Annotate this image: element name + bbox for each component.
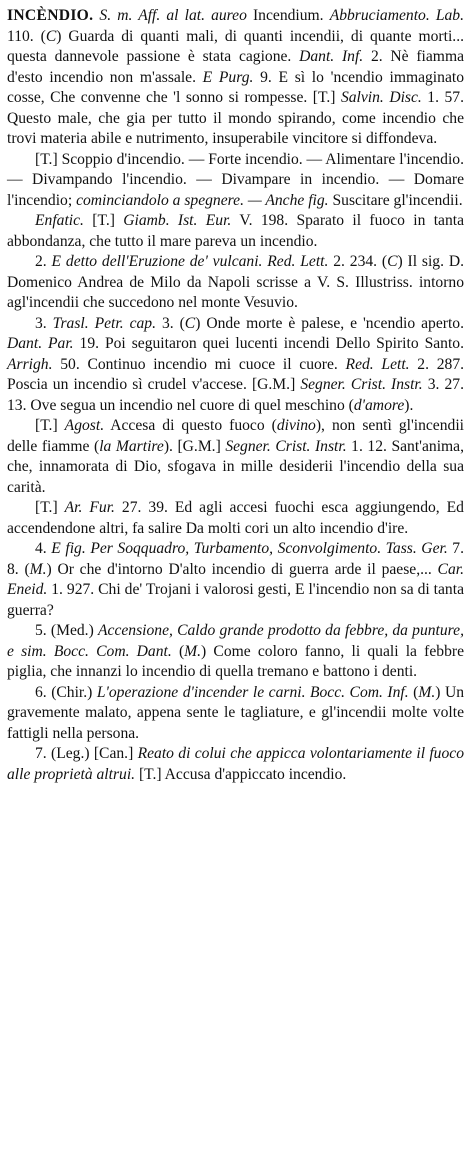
entry-sense-paragraph bbox=[7, 252, 464, 314]
italic-text-run: Abbruciamento. Lab. bbox=[329, 7, 464, 24]
italic-text-run: L'operazione d'incender le carni. Bocc. Com. Inf. bbox=[96, 683, 409, 701]
text-run: [T.] bbox=[35, 417, 65, 434]
italic-text-run: Segner. Crist. Instr. bbox=[300, 376, 423, 393]
italic-text-run: Ar. Fur. bbox=[64, 499, 115, 516]
italic-text-run: S. m. Aff. al lat. aureo bbox=[99, 7, 247, 24]
italic-text-run: C bbox=[45, 27, 57, 45]
text-run: [T.] Scoppio d'incendio. — Forte incendio. — Alimentare l'incendio. — Divampando l'incendio. — Divampare in incendio. — Domare l'incendio; bbox=[7, 150, 464, 209]
text-run: [T.] Accusa d'appiccato incendio. bbox=[135, 765, 347, 783]
italic-text-run: C bbox=[184, 314, 196, 332]
italic-text-run: Agost. bbox=[64, 417, 105, 434]
italic-text-run: E detto dell'Eruzione de' vulcani. Red. Lett. bbox=[51, 253, 329, 270]
italic-text-run: M. bbox=[29, 560, 47, 578]
text-run: ). [G.M.] bbox=[163, 437, 226, 455]
text-run: 1. 927. Chi de' Trojani i valorosi gesti, E l'incendio non sa di tanta guerra? bbox=[7, 581, 464, 619]
entry-sense-paragraph bbox=[7, 314, 464, 417]
text-run: ). bbox=[404, 396, 414, 414]
headword: INCÈNDIO. bbox=[7, 7, 94, 24]
text-run: ) Come coloro fanno, li quali la febbre piglia, che innanzi lo incendio di quella tremano e battono i denti. bbox=[7, 642, 464, 680]
text-run: 27. 39. Ed agli accesi fuochi esca aggiungendo, Ed accendendone altri, fa salire Da molti cori un alto incendio d'ire. bbox=[7, 499, 464, 537]
text-run: 7. (Leg.) [Can.] bbox=[35, 745, 138, 762]
text-run: ), non sentì gl'incendii delle fiamme ( bbox=[7, 417, 464, 455]
text-run: [T.] bbox=[83, 212, 124, 229]
italic-text-run: Segner. Crist. Instr. bbox=[225, 437, 347, 455]
text-run: Suscitare gl'incendii. bbox=[328, 191, 463, 209]
text-run: 2. 287. Poscia un incendio sì crudel v'accese. [G.M.] bbox=[7, 355, 465, 393]
text-run: 3. bbox=[35, 314, 53, 332]
italic-text-run: Reato di colui che appicca volontariamente il fuoco alle proprietà altrui. bbox=[7, 745, 464, 783]
text-run: 1. 57. Questo male, che gia per tutto il mondo spirando, come incendio che trovi materia abile e nutrimento, insuperabile vincitore si diffondeva. bbox=[7, 89, 464, 147]
entry-sense-paragraph bbox=[7, 211, 464, 252]
italic-text-run: Trasl. Petr. cap. bbox=[52, 314, 156, 332]
text-run: ) Onde morte è palese, e 'ncendio aperto. bbox=[195, 314, 464, 332]
text-run: 9. E sì lo 'ncendio immaginato cosse, Che convenne che 'l sonno si rompesse. [T.] bbox=[7, 68, 464, 106]
entry-sense-paragraph bbox=[7, 744, 464, 785]
text-run: 2. Nè fiamma d'esto incendio non m'assale. bbox=[7, 48, 464, 86]
italic-text-run: Red. Lett. bbox=[345, 355, 410, 373]
text-run: Incendium. bbox=[246, 7, 330, 24]
text-run: ) Or che d'intorno D'alto incendio di guerra arde il paese,... bbox=[46, 560, 438, 578]
italic-text-run: Dant. Par. bbox=[7, 335, 74, 352]
entry-sense-paragraph bbox=[7, 498, 464, 539]
italic-text-run: Dant. Inf. bbox=[299, 48, 364, 65]
italic-text-run: la Martire bbox=[99, 437, 164, 455]
text-run: 110. ( bbox=[7, 27, 46, 45]
text-run: ( bbox=[408, 683, 419, 701]
italic-text-run: M. bbox=[184, 642, 202, 660]
text-run: 7. 8. ( bbox=[7, 540, 465, 578]
text-run: 19. Poi seguitaron quei lucenti incendi Dello Spirito Santo. bbox=[73, 335, 464, 352]
italic-text-run: d'amore bbox=[353, 396, 405, 414]
entry-sense-paragraph bbox=[7, 6, 464, 150]
italic-text-run: C bbox=[387, 253, 398, 270]
text-run: V. 198. Sparato il fuoco in tanta abbondanza, che tutto il mare pareva un incendio. bbox=[7, 212, 464, 250]
italic-text-run: M. bbox=[418, 683, 436, 701]
italic-text-run: divino bbox=[276, 417, 316, 434]
text-run: 6. (Chir.) bbox=[35, 683, 97, 701]
dictionary-entry-incendio bbox=[7, 6, 464, 785]
text-run: 1. 12. Sant'anima, che, innamorata di Dio, sfogava in mille desiderii l'incendio della sua carità. bbox=[7, 437, 464, 496]
text-run: ( bbox=[171, 642, 185, 660]
italic-text-run: E Purg. bbox=[202, 68, 254, 86]
text-run: 2. 234. ( bbox=[328, 253, 388, 270]
italic-text-run: Salvin. Disc. bbox=[340, 89, 422, 106]
italic-text-run: Accensione, Caldo grande prodotto da febbre, da punture, e sim. Bocc. Com. Dant. bbox=[7, 622, 464, 660]
italic-text-run: Enfatic. bbox=[35, 212, 84, 229]
text-run: 3. ( bbox=[155, 314, 185, 332]
text-run: 5. (Med.) bbox=[35, 622, 98, 639]
italic-text-run: Giamb. Ist. Eur. bbox=[123, 212, 232, 229]
italic-text-run: Arrigh. bbox=[7, 355, 53, 373]
text-run: [T.] bbox=[35, 499, 65, 516]
italic-text-run: E fig. Per Soqquadro, Turbamento, Sconvolgimento. Tass. Ger. bbox=[51, 540, 448, 557]
italic-text-run: cominciandolo a spegnere. — Anche fig. bbox=[76, 191, 329, 209]
text-run: 4. bbox=[35, 540, 52, 557]
entry-sense-paragraph bbox=[7, 683, 464, 745]
text-run: Accesa di questo fuoco ( bbox=[104, 417, 277, 434]
text-run: ) Guarda di quanti mali, di quanti incendii, di quante morti... questa dannevole passione è stata cagione. bbox=[7, 27, 464, 65]
entry-sense-paragraph bbox=[7, 416, 464, 498]
text-run: ) Il sig. D. Domenico Andrea de Milo da Napoli scrisse a V. S. Illustriss. intorno agl'incendii che succedono nel monte Vesuvio. bbox=[7, 253, 464, 311]
text-run: 2. bbox=[35, 253, 52, 270]
text-run: ) Un gravemente malato, appena sente le tagliature, e gl'incendii molte volte fattigli nella persona. bbox=[7, 683, 465, 742]
text-run: 3. 27. 13. Ove segua un incendio nel cuore di quel meschino ( bbox=[7, 376, 464, 414]
entry-sense-paragraph bbox=[7, 150, 464, 212]
italic-text-run: Car. Eneid. bbox=[7, 560, 464, 598]
text-run: 50. Continuo incendio mi cuoce il cuore. bbox=[52, 355, 346, 373]
entry-sense-paragraph bbox=[7, 621, 464, 683]
entry-sense-paragraph bbox=[7, 539, 464, 621]
